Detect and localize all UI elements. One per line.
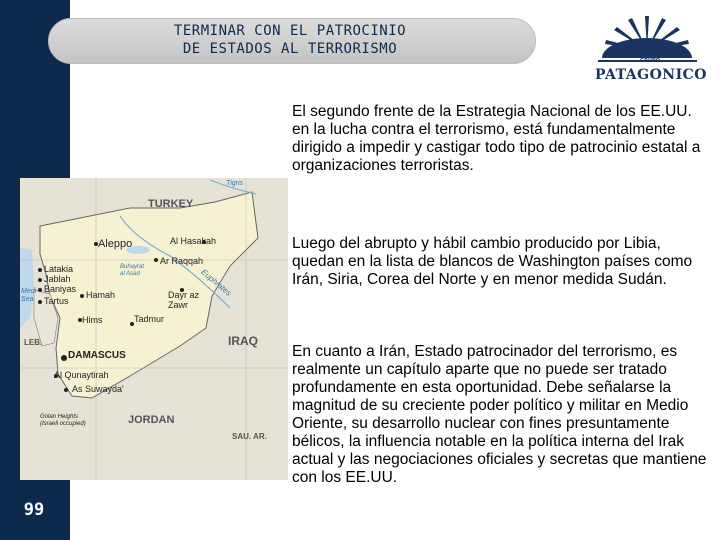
map-label-baniyas: Baniyas [44,284,77,294]
map-label-aleppo: Aleppo [98,238,133,250]
map-label-leb: LEB. [24,338,43,347]
map-label-tartus: Tartus [44,296,69,306]
paragraph-3: En cuanto a Irán, Estado patrocinador del terrorismo, es realmente un capítulo aparte que no puede ser tratado profundamente en esta oportunidad. Debe señalarse la magnitud de su creciente poder político y militar en Medio Oriente, su desarrollo nuclear con fines presuntamente bélicos, la influencia notable en la política interna del Irak actual y las negociaciones oficiales y secretas que mantiene con los EE.UU. [292,343,707,486]
map-label-latakia: Latakia [44,264,74,274]
map-label-tadmur: Tadmur [134,314,165,324]
map-label-turkey: TURKEY [148,198,194,210]
map-label-sau-ar: SAU. AR. [232,432,267,441]
map-label-damascus: DAMASCUS [68,350,126,361]
map-label-al-qunaytirah: Al Qunaytirah [54,370,109,380]
syria-map [20,178,288,480]
map-label-iraq: IRAQ [228,334,258,348]
map-label-jordan: JORDAN [128,414,175,426]
map-label-dayr-az-zawr: Dayr az Zawr [168,290,200,310]
title-line-1: TERMINAR CON EL PATROCINIO [173,23,407,39]
map-label-as-suwayda: As Suwayda' [72,384,124,394]
title-line-2: DE ESTADOS AL TERRORISMO [182,41,398,57]
map-label-hims: Hims [82,315,103,325]
paragraph-2: Luego del abrupto y hábil cambio producido por Libia, quedan en la lista de blancos de Washington países como Irán, Siria, Corea del Norte y en menor medida Sudán. [292,235,693,288]
map-label-jablah: Jablah [44,274,71,284]
map-label-tigris: Tigris [226,180,244,187]
page-number: 99 [23,500,45,520]
logo-small-text: GRUPO [640,58,660,64]
map-label-hamah: Hamah [86,290,116,300]
map-label-ar-raqqah: Ar Raqqah [160,256,204,266]
paragraph-1: El segundo frente de la Estrategia Nacional de los EE.UU. en la lucha contra el terrorismo, está fundamentalmente dirigido a impedir y castigar todo tipo de patrocinio estatal a organizaciones terroristas. [292,103,701,174]
map-label-al-hasakah: Al Hasakah [170,236,217,246]
slide-title [90,22,490,58]
map-label-golan: Golan Heights (Israeli occupied) [40,414,86,427]
sunrise-emblem-icon [590,10,705,100]
map-label-lake: Buhayrat al Asad [120,264,145,277]
logo-name: PATAGONICO [595,67,707,83]
map-label-med-sea: Medi- Sea [21,288,39,303]
map-label-euphrates: Euphrates [199,267,234,298]
